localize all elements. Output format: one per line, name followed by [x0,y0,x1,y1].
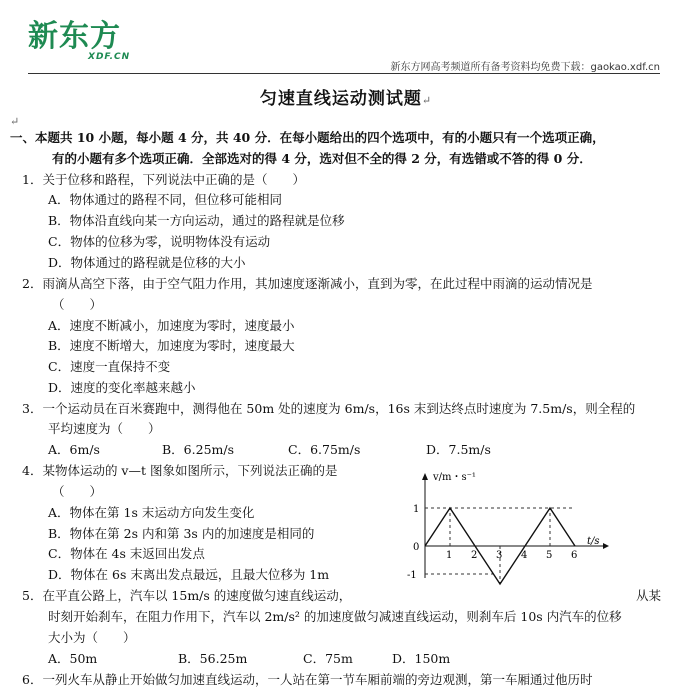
q4-option-b: B．物体在第 2s 内和第 3s 内的加速度是相同的 [48,526,315,541]
xdf-logo [28,20,146,68]
x-tick-2: 2 [471,550,478,561]
q4-option-d: D．物体在 6s 末离出发点最远，且最大位移为 1m [48,567,330,582]
q2-stem: 2．雨滴从高空下落，由于空气阻力作用，其加速度逐渐减小，直到为零，在此过程中雨滴的运动情况是 [22,276,593,291]
q2-option-c: C．速度一直保持不变 [48,359,171,374]
y-axis-label: v/m・s⁻¹ [433,472,476,483]
x-axis-label: t/s [587,536,600,547]
q1-option-d: D．物体通过的路程就是位移的大小 [48,255,246,270]
header-divider [28,73,660,74]
q4-option-a: A．物体在第 1s 末运动方向发生变化 [48,505,255,520]
q5-option-b: B．56.25m [178,651,248,666]
q5-option-a: A．50m [48,651,98,666]
q4-stem-2: （ ） [52,484,103,499]
q3-option-c: C．6.75m/s [288,442,361,457]
logo-text: 新东方 [28,19,121,54]
q5-stem-right: 从某 [636,588,662,603]
q4-option-c: C．物体在 4s 末返回出发点 [48,546,205,561]
q3-option-b: B．6.25m/s [162,442,234,457]
x-tick-3: 3 [496,550,503,561]
q5-option-c: C．75m [303,651,353,666]
y-tick-1: 1 [413,504,420,515]
q1-stem: 1．关于位移和路程，下列说法中正确的是（ ） [22,172,305,187]
q3-option-a: A．6m/s [48,442,100,457]
q2-stem-2: （ ） [52,297,103,312]
q2-option-d: D．速度的变化率越来越小 [48,380,196,395]
q1-option-b: B．物体沿直线向某一方向运动，通过的路程就是位移 [48,213,345,228]
x-tick-5: 5 [546,550,553,561]
q5-stem-3: 大小为（ ） [48,630,136,645]
vt-graph [405,468,615,588]
q1-option-c: C．物体的位移为零，说明物体没有运动 [48,234,271,249]
y-tick-0: 0 [413,542,420,553]
q2-option-b: B．速度不断增大，加速度为零时，速度最大 [48,338,295,353]
para-mark-empty: ↵ [10,115,20,128]
q5-stem: 5．在平直公路上，汽车以 15m/s 的速度做匀速直线运动， [22,588,352,603]
q1-option-a: A．物体通过的路程不同，但位移可能相同 [48,192,283,207]
x-tick-6: 6 [571,550,578,561]
q2-option-a: A．速度不断减小，加速度为零时，速度最小 [48,318,295,333]
title-text: 匀速直线运动测试题 [259,89,422,109]
q3-option-d: D．7.5m/s [426,442,491,457]
x-axis-arrow [603,543,609,549]
x-tick-4: 4 [521,550,528,561]
header-note: 新东方网高考频道所有备考资料均免费下载：gaokao.xdf.cn [390,62,660,73]
q3-stem-2: 平均速度为（ ） [48,421,161,436]
q5-option-d: D．150m [392,651,451,666]
q5-stem-2: 时刻开始刹车，在阻力作用下，汽车以 2m/s² 的加速度做匀减速直线运动，则刹车后 10s 内汽车的位移 [48,609,622,624]
x-tick-1: 1 [446,550,453,561]
section1-line2: 有的小题有多个选项正确．全部选对的得 4 分，选对但不全的得 2 分，有选错或不答的得 0 分． [52,151,592,166]
x-ticks [446,550,577,561]
para-mark: ↵ [421,94,433,107]
y-tick-minus1: -1 [407,570,417,581]
page-title [0,84,692,109]
logo-subtext: XDF.CN [88,52,131,62]
q6-stem: 6．一列火车从静止开始做匀加速直线运动，一人站在第一节车厢前端的旁边观测，第一车厢通过他历时 [22,672,593,687]
q4-stem: 4．某物体运动的 v—t 图象如图所示，下列说法正确的是 [22,463,338,478]
section1-line1: 一、本题共 10 小题，每小题 4 分，共 40 分．在每小题给出的四个选项中，有的小题只有一个选项正确， [10,130,605,145]
y-axis-arrow [422,473,428,480]
q3-stem: 3．一个运动员在百米赛跑中，测得他在 50m 处的速度为 6m/s，16s 末到达终点时速度为 7.5m/s，则全程的 [22,401,636,416]
